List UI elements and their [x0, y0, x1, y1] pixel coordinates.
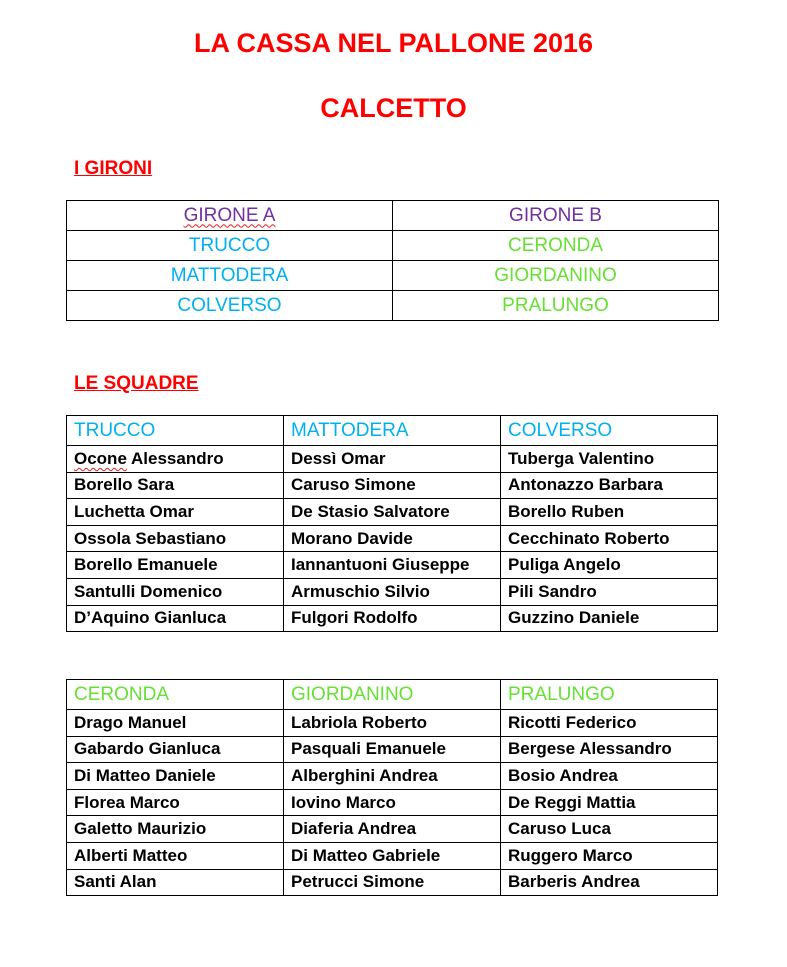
team-name-header: GIORDANINO	[284, 680, 501, 710]
table-row	[67, 552, 718, 579]
girone-b-team: GIORDANINO	[393, 261, 719, 291]
squadre-table-b	[66, 679, 718, 896]
squadre-heading: LE SQUADRE	[74, 373, 199, 394]
player-cell: Pili Sandro	[501, 578, 718, 605]
table-row	[67, 231, 719, 261]
player-cell: Florea Marco	[67, 789, 284, 816]
player-cell: Pasquali Emanuele	[284, 736, 501, 763]
table-row	[67, 446, 718, 473]
team-header-row	[67, 416, 718, 446]
table-row	[67, 816, 718, 843]
player-cell: Borello Ruben	[501, 499, 718, 526]
player-cell: Gabardo Gianluca	[67, 736, 284, 763]
team-name-header: TRUCCO	[67, 416, 284, 446]
team-name-header: CERONDA	[67, 680, 284, 710]
table-row	[67, 842, 718, 869]
player-cell: Tuberga Valentino	[501, 446, 718, 473]
player-cell: Labriola Roberto	[284, 710, 501, 737]
girone-b-header: GIRONE B	[393, 201, 719, 231]
player-cell: Petrucci Simone	[284, 869, 501, 896]
table-row	[67, 763, 718, 790]
table-row	[67, 605, 718, 632]
girone-a-header: GIRONE A	[67, 201, 393, 231]
player-cell: Santulli Domenico	[67, 578, 284, 605]
team-name-header: MATTODERA	[284, 416, 501, 446]
page-title: LA CASSA NEL PALLONE 2016	[193, 28, 594, 58]
player-cell: Borello Emanuele	[67, 552, 284, 579]
table-row	[67, 525, 718, 552]
girone-a-team: COLVERSO	[67, 291, 393, 321]
player-cell: Caruso Luca	[501, 816, 718, 843]
table-row	[67, 472, 718, 499]
team-name-header: COLVERSO	[501, 416, 718, 446]
player-cell: Armuschio Silvio	[284, 578, 501, 605]
player-cell: Iovino Marco	[284, 789, 501, 816]
player-cell: Diaferia Andrea	[284, 816, 501, 843]
girone-a-team: TRUCCO	[67, 231, 393, 261]
player-cell: Ruggero Marco	[501, 842, 718, 869]
table-row	[67, 291, 719, 321]
gironi-table	[66, 200, 719, 321]
player-cell: Di Matteo Gabriele	[284, 842, 501, 869]
page-subtitle: CALCETTO	[320, 93, 467, 123]
table-row	[67, 869, 718, 896]
player-cell: Barberis Andrea	[501, 869, 718, 896]
player-cell: Cecchinato Roberto	[501, 525, 718, 552]
player-cell: Di Matteo Daniele	[67, 763, 284, 790]
player-cell: Santi Alan	[67, 869, 284, 896]
table-row	[67, 578, 718, 605]
player-cell: Alberghini Andrea	[284, 763, 501, 790]
player-cell: Puliga Angelo	[501, 552, 718, 579]
player-cell: Galetto Maurizio	[67, 816, 284, 843]
girone-b-team: PRALUNGO	[393, 291, 719, 321]
player-cell: De Reggi Mattia	[501, 789, 718, 816]
girone-a-team: MATTODERA	[67, 261, 393, 291]
player-cell: Antonazzo Barbara	[501, 472, 718, 499]
player-cell: Guzzino Daniele	[501, 605, 718, 632]
player-cell: Borello Sara	[67, 472, 284, 499]
player-cell: Ricotti Federico	[501, 710, 718, 737]
player-cell: Fulgori Rodolfo	[284, 605, 501, 632]
table-row	[67, 261, 719, 291]
player-cell: Dessì Omar	[284, 446, 501, 473]
table-row	[67, 736, 718, 763]
girone-b-team: CERONDA	[393, 231, 719, 261]
player-cell: Alberti Matteo	[67, 842, 284, 869]
team-header-row	[67, 680, 718, 710]
player-cell: Ossola Sebastiano	[67, 525, 284, 552]
player-cell: Caruso Simone	[284, 472, 501, 499]
squadre-table-a	[66, 415, 718, 632]
player-cell: Bosio Andrea	[501, 763, 718, 790]
player-cell: De Stasio Salvatore	[284, 499, 501, 526]
player-cell: Bergese Alessandro	[501, 736, 718, 763]
player-cell: Ocone Alessandro	[67, 446, 284, 473]
player-cell: Luchetta Omar	[67, 499, 284, 526]
player-cell: Iannantuoni Giuseppe	[284, 552, 501, 579]
team-name-header: PRALUNGO	[501, 680, 718, 710]
player-cell: Morano Davide	[284, 525, 501, 552]
gironi-header-row	[67, 201, 719, 231]
table-row	[67, 789, 718, 816]
table-row	[67, 710, 718, 737]
player-cell: Drago Manuel	[67, 710, 284, 737]
table-row	[67, 499, 718, 526]
player-cell: D’Aquino Gianluca	[67, 605, 284, 632]
gironi-heading: I GIRONI	[74, 158, 153, 179]
